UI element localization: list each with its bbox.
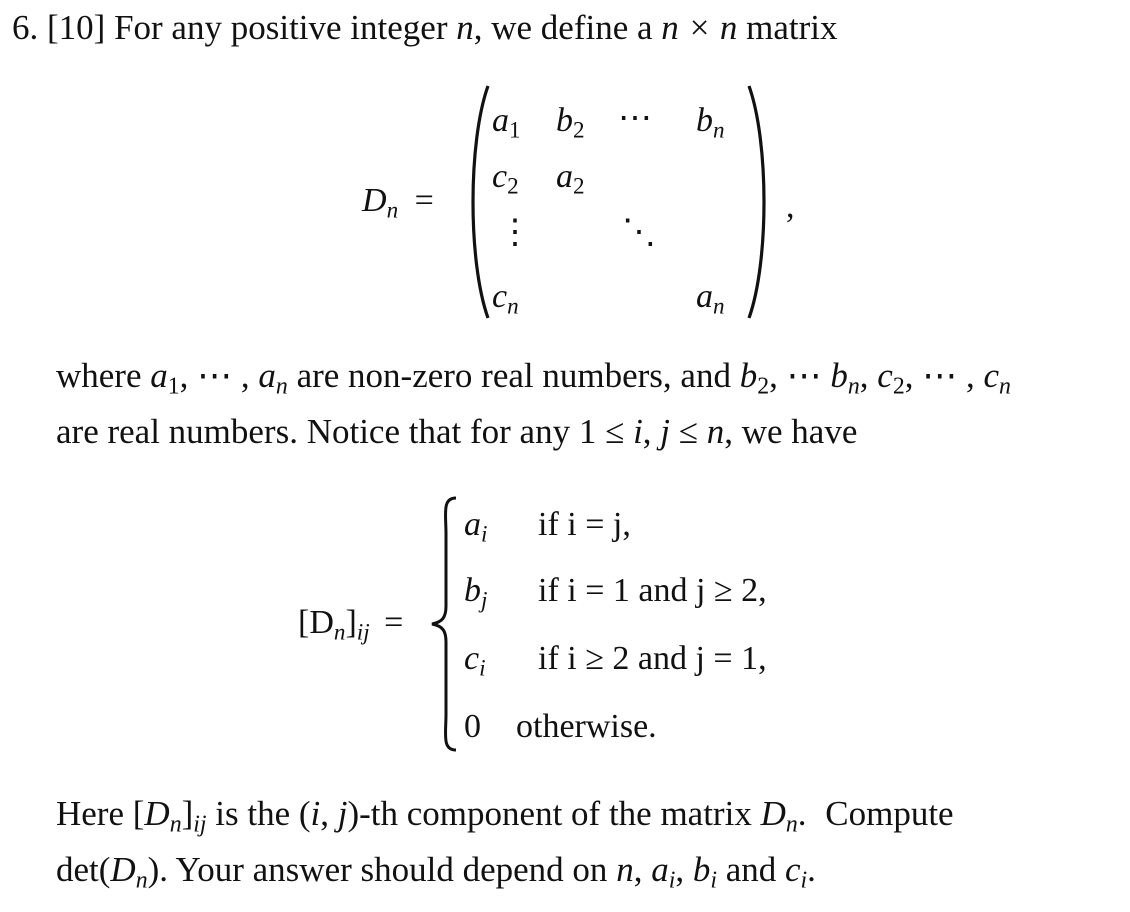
matrix-lhs: Dn = (362, 182, 434, 224)
cases-lhs: [Dn]ij = (298, 604, 404, 646)
case-row-1-condition: if i = j, (538, 506, 631, 543)
case-row-4-condition: otherwise. (516, 708, 657, 745)
intro-var: n (456, 8, 474, 47)
problem-header-line (12, 8, 838, 48)
problem-points: [10] (47, 8, 106, 47)
matrix-left-paren (462, 82, 492, 322)
intro-text2: , we define a (473, 8, 653, 47)
closing-line-2: det(Dn). Your answer should depend on n, ai, bi and ci. (56, 850, 816, 894)
matrix-cell-r1c3: ⋯ (618, 100, 652, 137)
matrix-cell-r4c1: cn (492, 278, 519, 320)
matrix-right-paren (745, 82, 775, 322)
case-row-2-condition: if i = 1 and j ≥ 2, (538, 572, 767, 609)
closing-line-1: Here [Dn]ij is the (i, j)-th component of the matrix Dn. Compute (56, 794, 954, 838)
case-row-3-value: ci (464, 640, 486, 682)
matrix-cell-r3c3: ⋱ (622, 214, 656, 251)
case-row-1-value: ai (464, 506, 488, 548)
matrix-cell-r1c1: $a_1$ (492, 102, 521, 144)
intro-dims: n × n (661, 8, 738, 47)
matrix-cell-r4c4: an (696, 278, 725, 320)
where-line-2: are real numbers. Notice that for any 1 ≤ i, j ≤ n, we have (56, 412, 858, 451)
case-row-4-value: 0 (464, 708, 481, 745)
case-row-2-value: bj (464, 572, 488, 614)
matrix-cell-r3c1: ⋮ (498, 214, 532, 251)
matrix-cell-r1c2: $b_2$ (556, 102, 585, 144)
matrix-trailing-comma: , (786, 188, 795, 225)
intro-text: For any positive integer (114, 8, 448, 47)
intro-text3: matrix (746, 8, 838, 47)
where-line-1: where $a_1$, ⋯ , an are non-zero real numbers, and $b_2$, ⋯ bn, $c_2$, ⋯ , cn (56, 356, 1011, 400)
problem-number: 6. (12, 8, 39, 47)
matrix-cell-r1c4: bn (696, 102, 725, 144)
case-row-3-condition: if i ≥ 2 and j = 1, (538, 640, 767, 677)
matrix-cell-r2c2: $a_2$ (556, 158, 585, 200)
matrix-cell-r2c1: $c_2$ (492, 158, 519, 200)
cases-left-brace (422, 494, 462, 754)
